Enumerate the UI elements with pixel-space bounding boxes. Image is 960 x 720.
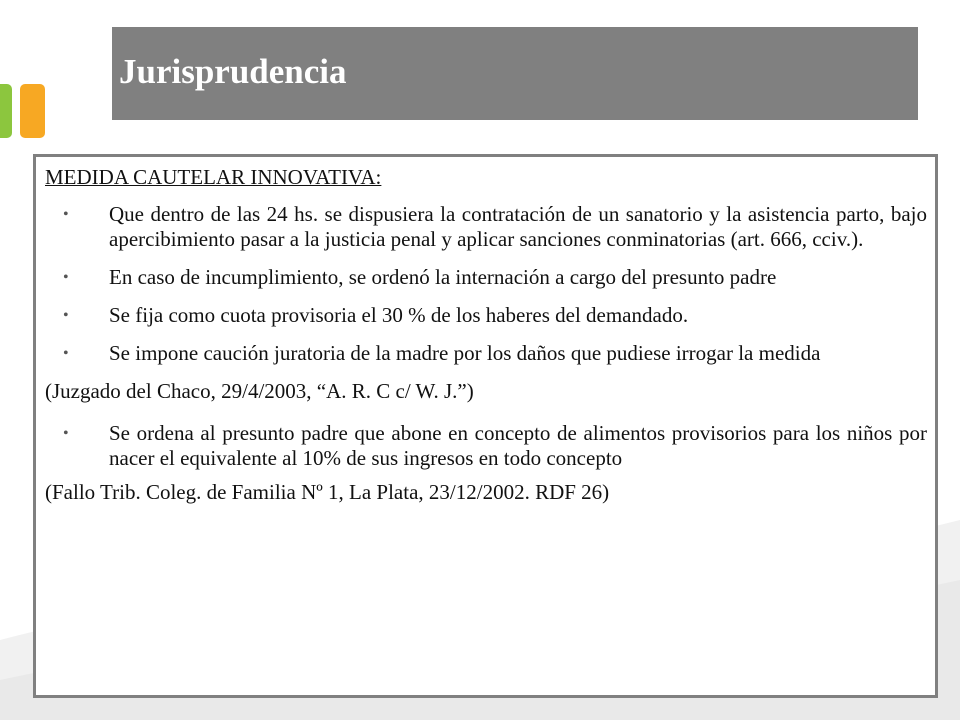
bullet-marker: •	[63, 269, 69, 286]
section-heading: MEDIDA CAUTELAR INNOVATIVA:	[45, 165, 382, 189]
accent-bar-green	[0, 84, 12, 138]
bullet-text: Se impone caución juratoria de la madre por los daños que pudiese irrogar la medida	[109, 341, 821, 365]
bullet-item	[45, 265, 927, 290]
bullet-marker: •	[63, 206, 69, 223]
bullet-text: Que dentro de las 24 hs. se dispusiera la contratación de un sanatorio y la asistencia parto, bajo apercibimiento pasar a la justicia penal y aplicar sanciones conminatorias (art. 666, cciv.).	[109, 202, 927, 251]
slide-title: Jurisprudencia	[119, 52, 347, 91]
bullet-item	[45, 341, 927, 366]
bullet-item	[45, 421, 927, 471]
content-box	[33, 154, 938, 698]
bullet-marker: •	[63, 345, 69, 362]
accent-bar-orange	[20, 84, 45, 138]
title-bar	[112, 27, 918, 120]
bullet-text: En caso de incumplimiento, se ordenó la internación a cargo del presunto padre	[109, 265, 777, 289]
bullet-marker: •	[63, 425, 69, 442]
bullet-text: Se ordena al presunto padre que abone en concepto de alimentos provisorios para los niños por nacer el equivalente al 10% de sus ingresos en todo concepto	[109, 421, 927, 470]
citation: (Juzgado del Chaco, 29/4/2003, “A. R. C c/ W. J.”)	[45, 379, 474, 403]
bullet-text: Se fija como cuota provisoria el 30 % de los haberes del demandado.	[109, 303, 689, 327]
bullet-marker: •	[63, 307, 69, 324]
content-body	[45, 165, 927, 522]
bullet-item	[45, 303, 927, 328]
citation: (Fallo Trib. Coleg. de Familia Nº 1, La Plata, 23/12/2002. RDF 26)	[45, 480, 610, 504]
bullet-item	[45, 202, 927, 252]
